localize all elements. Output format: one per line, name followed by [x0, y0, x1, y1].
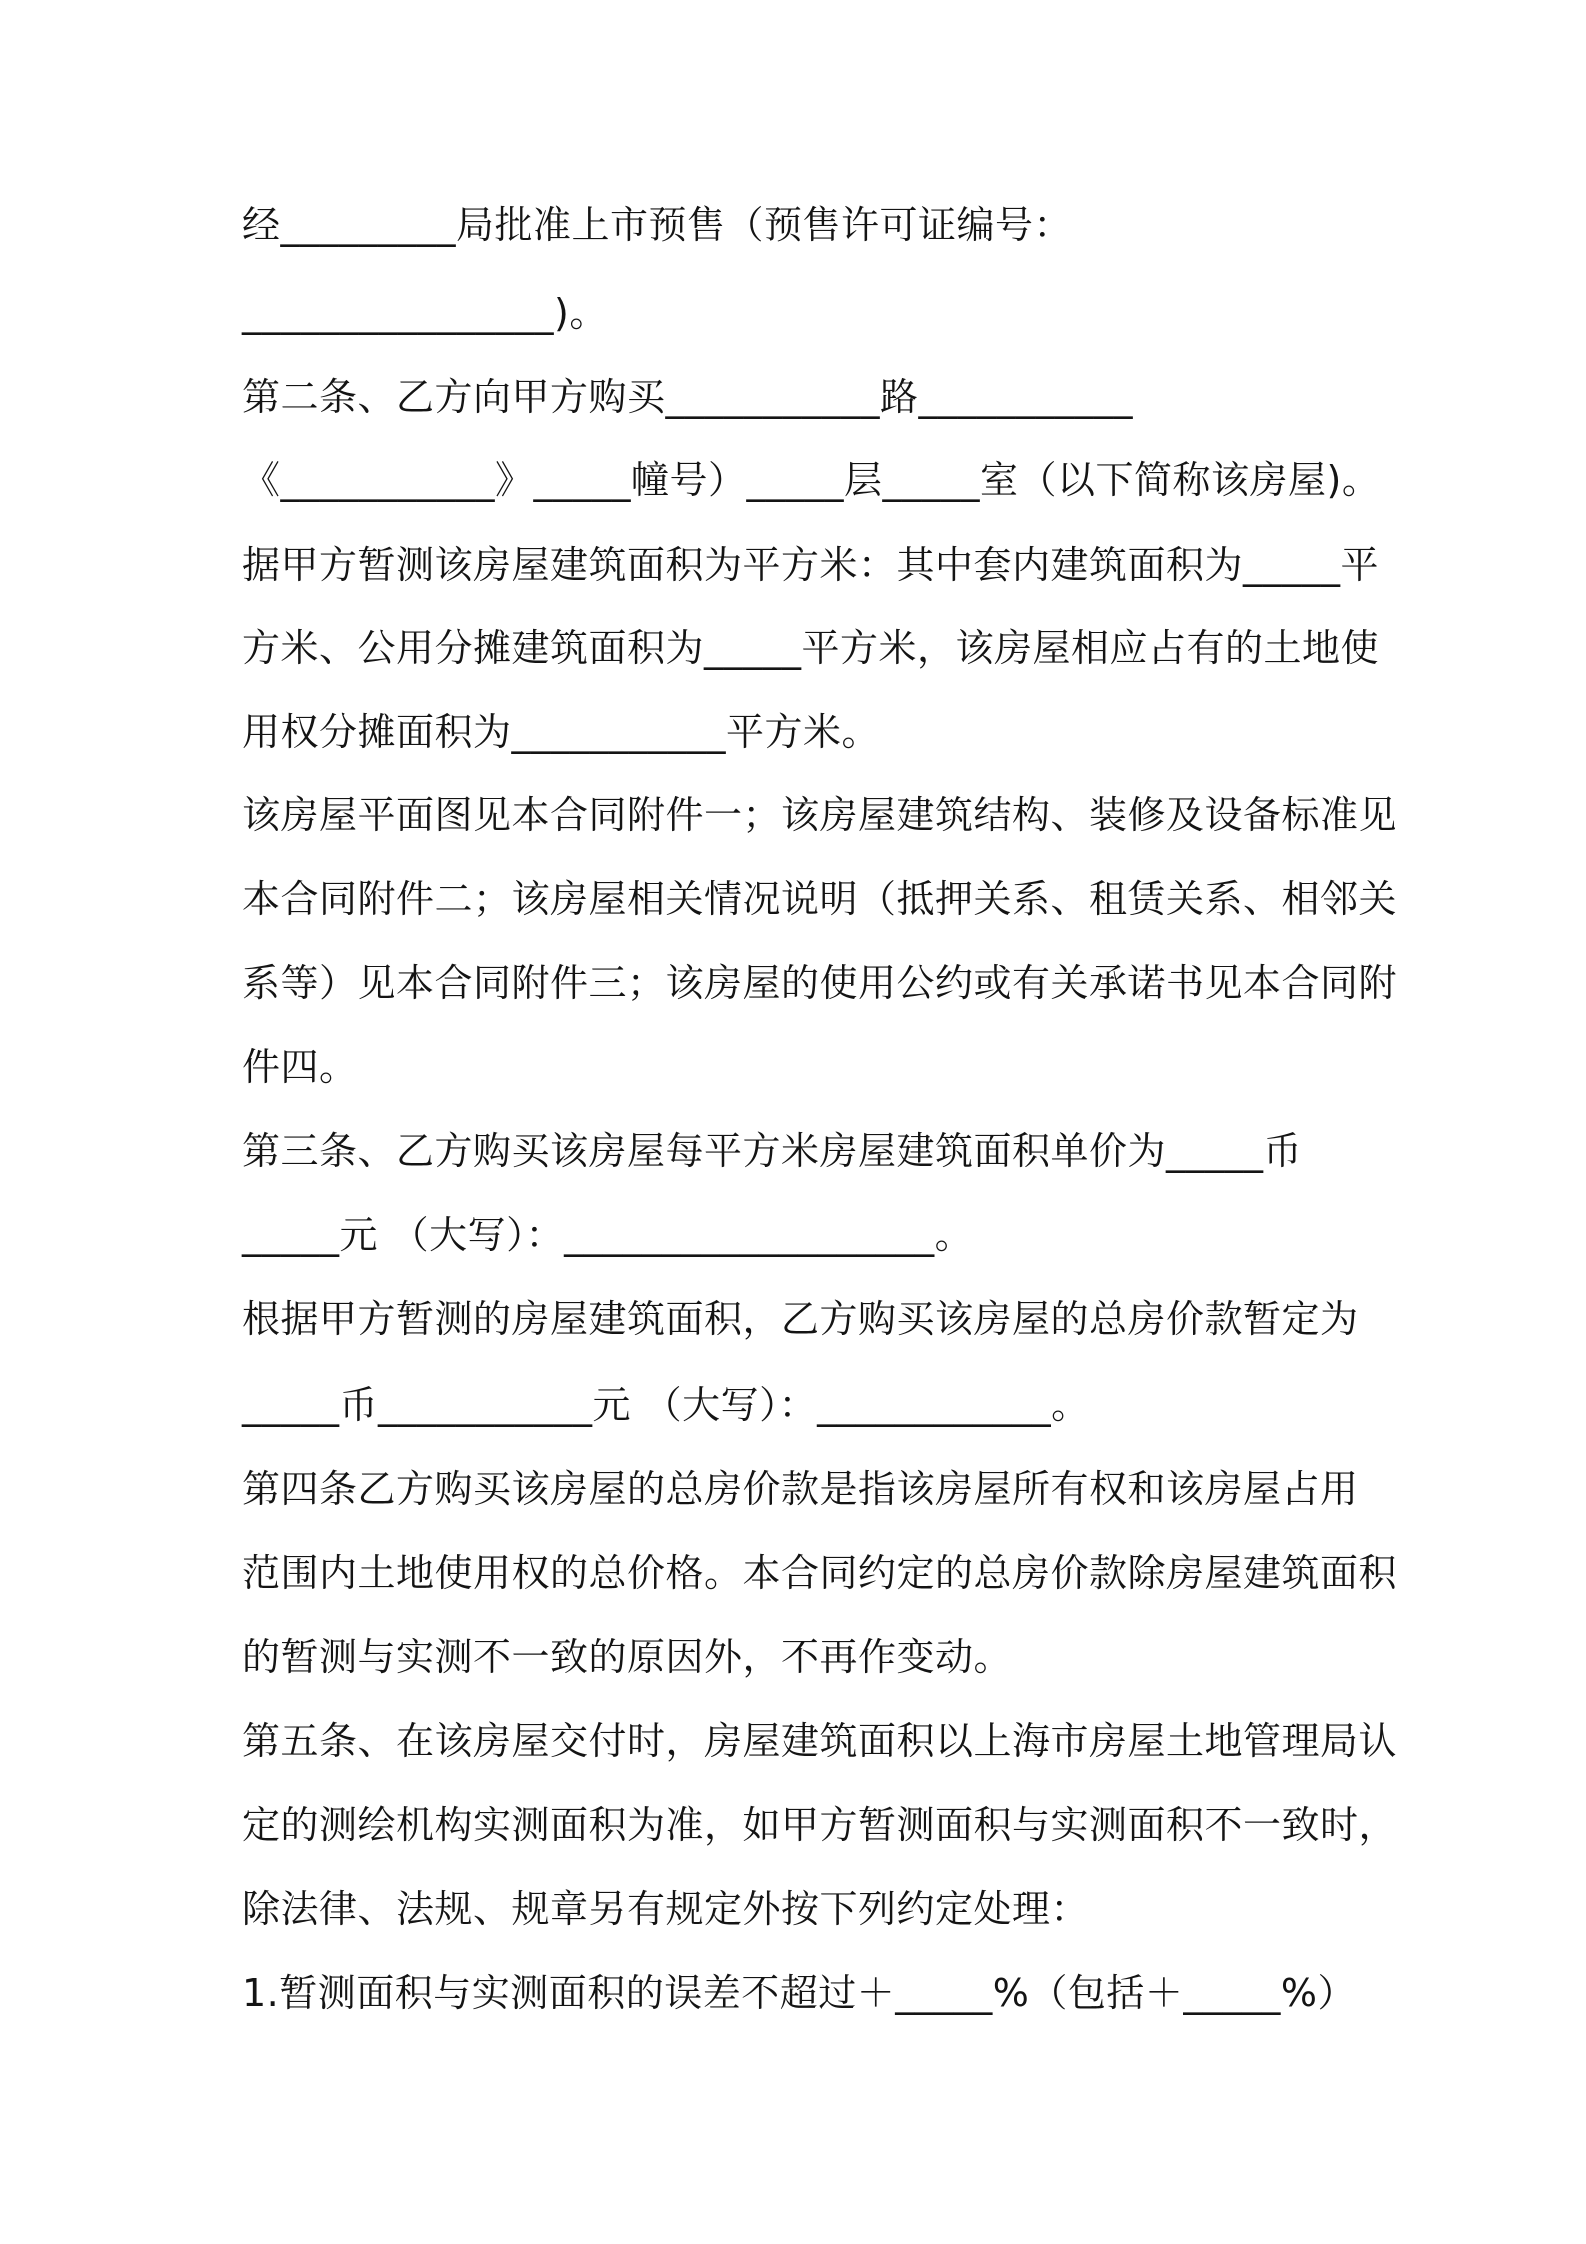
text-line-20: 定的测绘机构实测面积为准，如甲方暂测面积与实测面积不一致时，: [242, 1803, 1398, 1847]
text-line-3: 第二条、乙方向甲方购买___________路___________: [242, 375, 1134, 419]
text-line-11: 件四。: [242, 1045, 358, 1089]
text-line-22: 1.暂测面积与实测面积的误差不超过＋_____%（包括＋_____%）: [242, 1971, 1356, 2015]
text-line-5: 据甲方暂测该房屋建筑面积为平方米：其中套内建筑面积为_____平: [242, 543, 1380, 587]
text-line-18: 的暂测与实测不一致的原因外，不再作变动。: [242, 1635, 1013, 1679]
text-line-14: 根据甲方暂测的房屋建筑面积，乙方购买该房屋的总房价款暂定为: [242, 1297, 1359, 1341]
text-line-4: 《___________》_____幢号）_____层_____室（以下简称该房屋)。: [242, 458, 1381, 502]
text-line-15: _____币___________元 （大写）：____________。: [242, 1383, 1090, 1427]
text-line-21: 除法律、法规、规章另有规定外按下列约定处理：: [242, 1887, 1090, 1931]
text-line-10: 系等）见本合同附件三；该房屋的使用公约或有关承诺书见本合同附: [242, 961, 1398, 1005]
text-line-6: 方米、公用分摊建筑面积为_____平方米，该房屋相应占有的土地使: [242, 626, 1380, 670]
text-line-19: 第五条、在该房屋交付时，房屋建筑面积以上海市房屋土地管理局认: [242, 1719, 1398, 1763]
text-line-16: 第四条乙方购买该房屋的总房价款是指该房屋所有权和该房屋占用: [242, 1467, 1359, 1511]
text-line-2: ________________)。: [242, 291, 608, 335]
text-line-8: 该房屋平面图见本合同附件一；该房屋建筑结构、装修及设备标准见: [242, 793, 1398, 837]
text-line-13: _____元 （大写）：___________________。: [242, 1213, 974, 1257]
text-line-7: 用权分摊面积为___________平方米。: [242, 710, 881, 754]
text-line-9: 本合同附件二；该房屋相关情况说明（抵押关系、租赁关系、相邻关: [242, 877, 1398, 921]
text-line-12: 第三条、乙方购买该房屋每平方米房屋建筑面积单价为_____币: [242, 1129, 1303, 1173]
text-line-1: 经_________局批准上市预售（预售许可证编号：: [242, 203, 1073, 247]
text-line-17: 范围内土地使用权的总价格。本合同约定的总房价款除房屋建筑面积: [242, 1551, 1398, 1595]
